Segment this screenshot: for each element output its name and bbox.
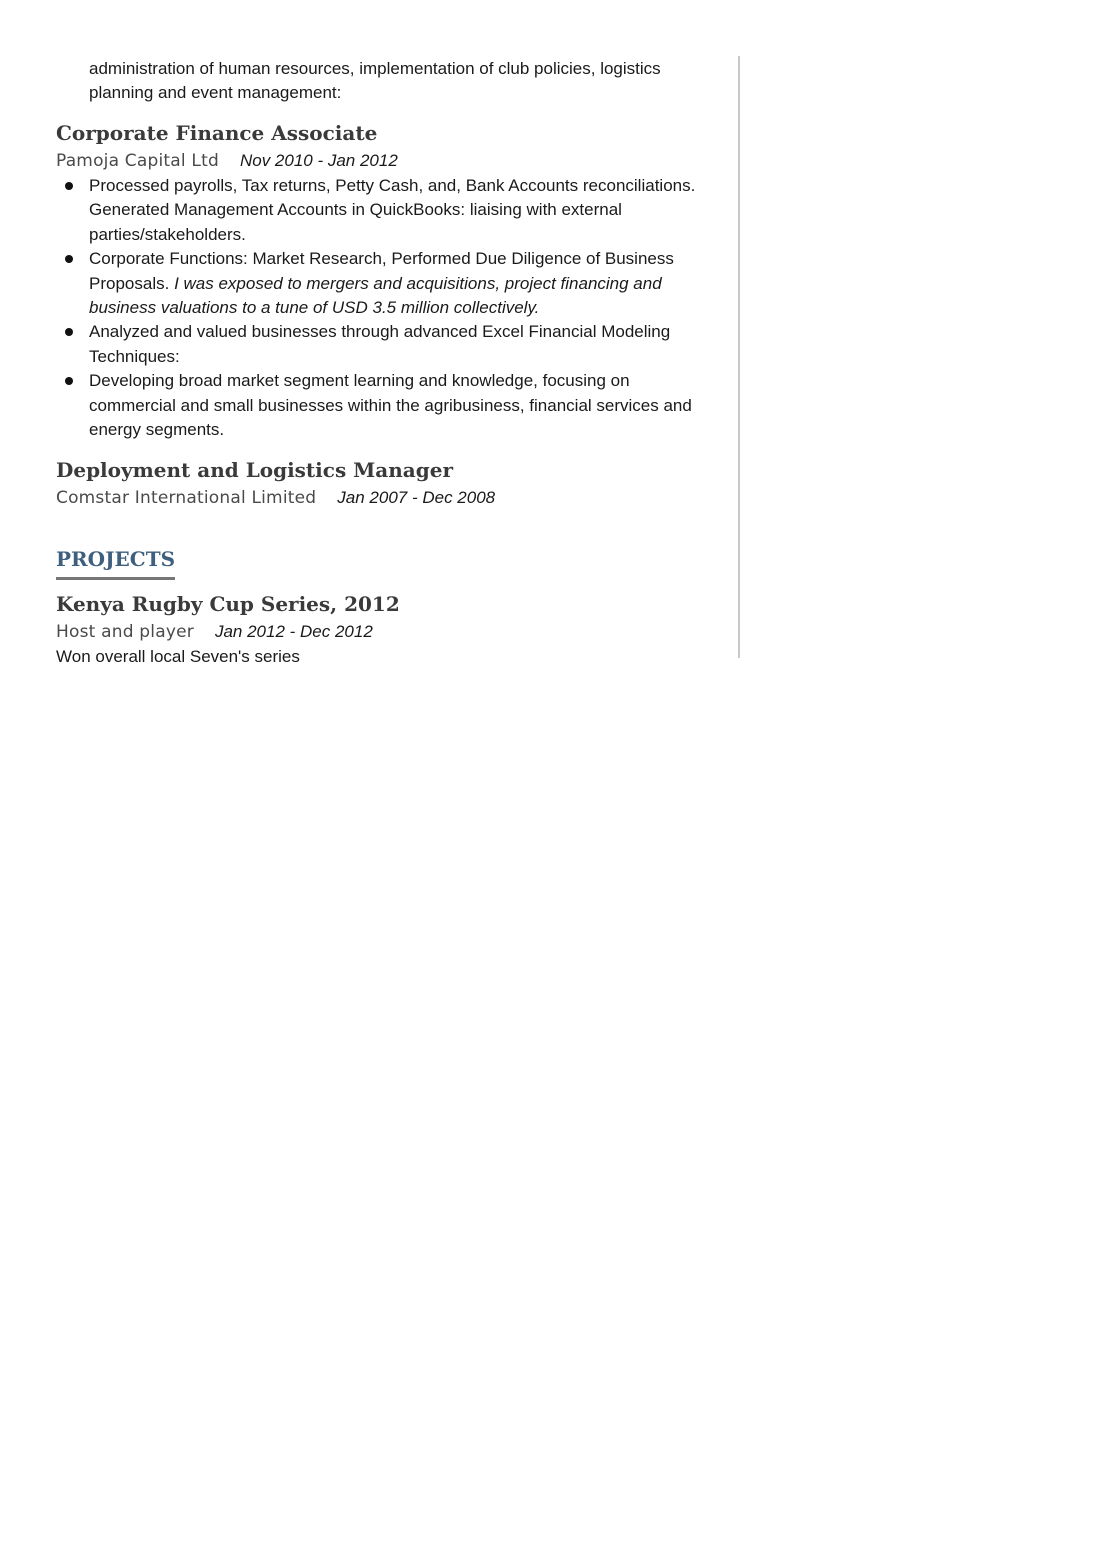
bullet-item — [56, 247, 716, 320]
project-dates: Jan 2012 - Dec 2012 — [214, 622, 373, 642]
job-title: Corporate Finance Associate — [56, 121, 378, 145]
job-entry — [56, 119, 716, 442]
bullet-text: Corporate Functions: Market Research, Performed Due Diligence of Business Proposals. — [89, 249, 674, 293]
bullet-item — [56, 320, 716, 369]
project-entry — [56, 590, 716, 669]
column-divider — [738, 56, 740, 658]
project-description: Won overall local Seven's series — [56, 647, 300, 667]
bullet-item — [56, 174, 716, 247]
bullet-text: Processed payrolls, Tax returns, Petty Cash, and, Bank Accounts reconciliations. Generated Management Accounts in QuickBooks: liaising with external parties/stakeholders. — [89, 176, 696, 244]
projects-section — [56, 545, 716, 669]
project-meta — [56, 618, 716, 645]
continued-line: administration of human resources, implementation of club policies, logistics — [89, 59, 661, 78]
section-heading: PROJECTS — [56, 545, 175, 580]
project-role: Host and player — [56, 622, 194, 643]
job-bullets — [56, 174, 716, 442]
job-dates: Nov 2010 - Jan 2012 — [239, 151, 398, 170]
job-title: Deployment and Logistics Manager — [56, 458, 454, 483]
job-entry — [56, 456, 716, 511]
bullet-icon — [65, 255, 73, 263]
employer-name: Comstar International Limited — [56, 488, 317, 509]
bullet-item — [56, 369, 716, 442]
bullet-text: Developing broad market segment learning and knowledge, focusing on commercial and small businesses within the agribusiness, financial services and energy segments. — [89, 371, 692, 440]
employer-name: Pamoja Capital Ltd — [56, 151, 219, 171]
continued-description — [56, 57, 716, 105]
bullet-icon — [65, 377, 73, 385]
continued-line: planning and event management: — [89, 83, 342, 102]
project-title: Kenya Rugby Cup Series, 2012 — [56, 592, 400, 617]
job-meta — [56, 484, 716, 511]
bullet-icon — [65, 182, 73, 190]
job-dates: Jan 2007 - Dec 2008 — [337, 488, 496, 508]
bullet-icon — [65, 328, 73, 336]
bullet-text: Analyzed and valued businesses through advanced Excel Financial Modeling Techniques: — [89, 322, 671, 366]
bullet-italic-text: I was exposed to mergers and acquisitions, project financing and business valuations to a tune of USD 3.5 million collectively. — [89, 273, 662, 318]
job-meta — [56, 147, 716, 174]
main-column — [56, 57, 716, 669]
